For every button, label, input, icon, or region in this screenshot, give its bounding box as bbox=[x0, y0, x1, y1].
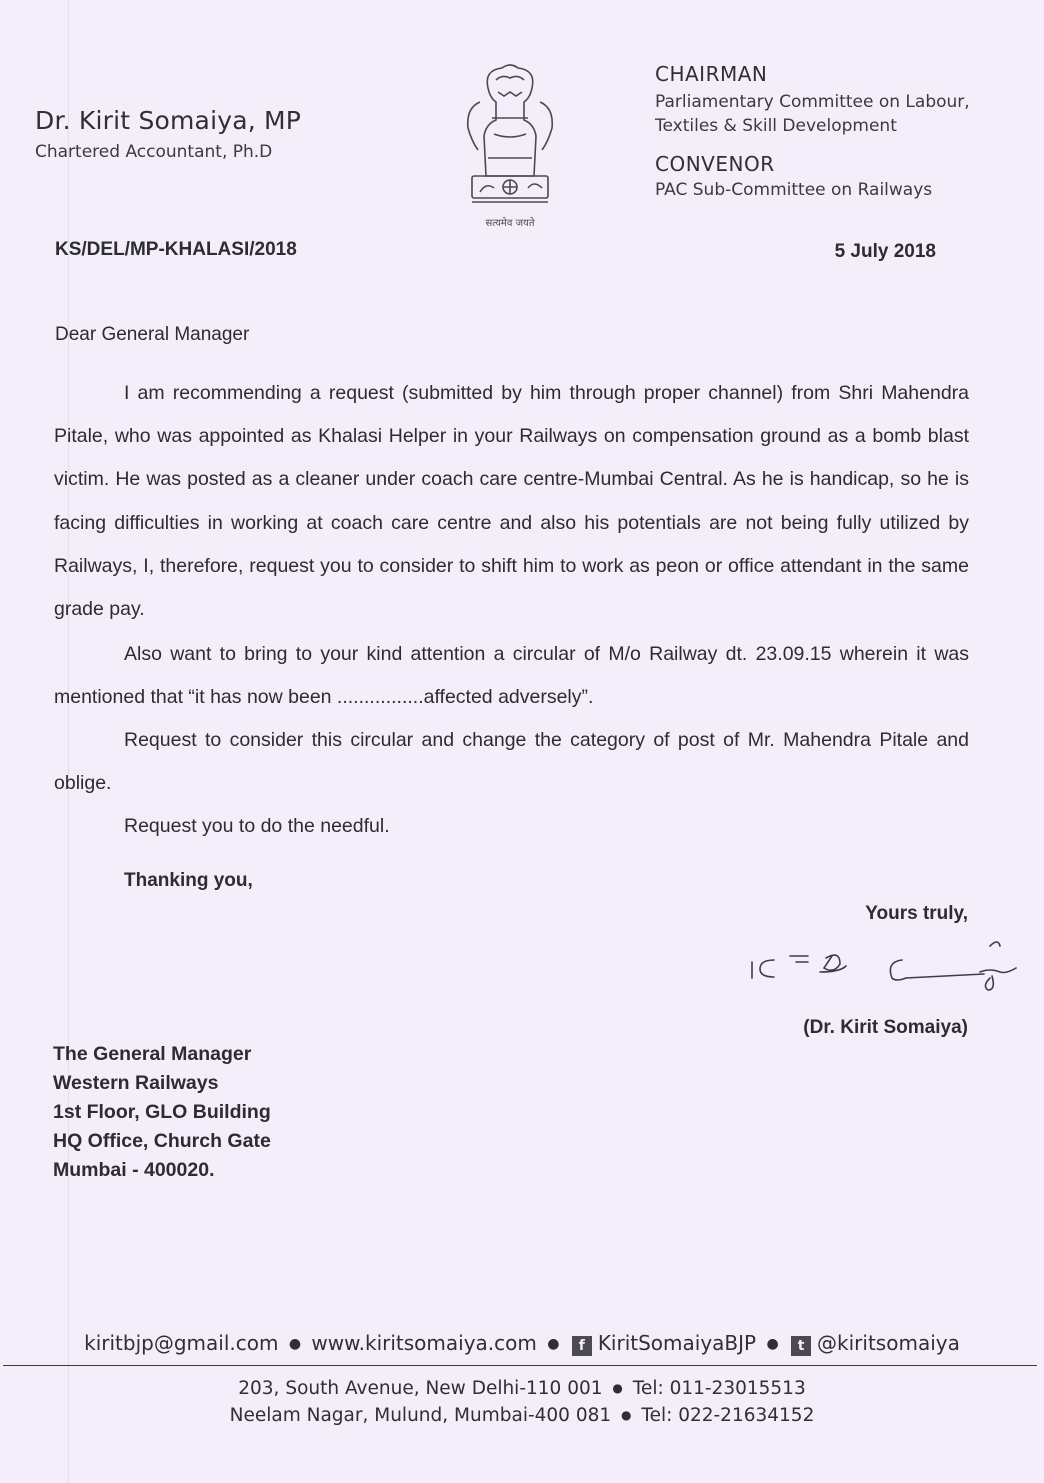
bullet-separator: ● bbox=[288, 1336, 302, 1352]
address-line: Western Railways bbox=[53, 1072, 219, 1094]
chairman-committee-line-2: Textiles & Skill Development bbox=[655, 116, 897, 136]
mumbai-telephone: Tel: 022-21634152 bbox=[641, 1405, 815, 1426]
convenor-title: CONVENOR bbox=[655, 152, 775, 176]
bullet-separator: ● bbox=[621, 1408, 632, 1422]
twitter-icon: t bbox=[791, 1336, 811, 1356]
address-line: HQ Office, Church Gate bbox=[53, 1130, 271, 1152]
recipient-address bbox=[53, 1040, 271, 1185]
footer-address-delhi bbox=[0, 1378, 1044, 1399]
address-line: Mumbai - 400020. bbox=[53, 1159, 215, 1181]
handwritten-signature bbox=[740, 936, 1030, 1006]
footer-website[interactable]: www.kiritsomaiya.com bbox=[311, 1331, 537, 1355]
closing-line: Thanking you, bbox=[124, 870, 253, 891]
bullet-separator: ● bbox=[547, 1336, 560, 1352]
footer-contacts bbox=[0, 1331, 1044, 1356]
facebook-icon: f bbox=[572, 1336, 592, 1356]
letter-date: 5 July 2018 bbox=[834, 241, 936, 262]
delhi-telephone: Tel: 011-23015513 bbox=[632, 1378, 806, 1399]
emblem-motto: सत्यमेव जयते bbox=[485, 218, 535, 229]
footer-twitter-handle[interactable]: @kiritsomaiya bbox=[817, 1331, 960, 1355]
address-line: 1st Floor, GLO Building bbox=[53, 1101, 271, 1123]
sender-qualification: Chartered Accountant, Ph.D bbox=[35, 142, 273, 162]
body-paragraph-3: Request to consider this circular and change the category of post of Mr. Mahendra Pitale and oblige. bbox=[54, 729, 969, 795]
footer-divider bbox=[3, 1365, 1037, 1366]
signatory-name: (Dr. Kirit Somaiya) bbox=[803, 1017, 968, 1038]
body-paragraph-4: Request you to do the needful. bbox=[124, 815, 390, 837]
body-paragraph-2: Also want to bring to your kind attention a circular of M/o Railway dt. 23.09.15 wherein it was mentioned that “it has now been ................affected adversely”. bbox=[54, 643, 969, 709]
footer-email[interactable]: kiritbjp@gmail.com bbox=[84, 1331, 279, 1355]
convenor-committee-line: PAC Sub-Committee on Railways bbox=[655, 180, 933, 200]
footer-facebook-handle[interactable]: KiritSomaiyaBJP bbox=[597, 1331, 757, 1355]
body-paragraph-1: I am recommending a request (submitted by him through proper channel) from Shri Mahendra Pitale, who was appointed as Khalasi Helper in your Railways on compensation ground as a bomb blast victim. He was posted as a cleaner under coach care centre-Mumbai Central. As he is handicap, so he is facing difficulties in working at coach care centre and also his potentials are not being fully utilized by Railways, I, therefore, request you to consider to shift him to work as peon or office attendant in the same grade pay. bbox=[54, 382, 969, 621]
valediction: Yours truly, bbox=[865, 903, 968, 924]
national-emblem-icon bbox=[458, 58, 562, 234]
letter-reference: KS/DEL/MP-KHALASI/2018 bbox=[55, 239, 297, 260]
chairman-title: CHAIRMAN bbox=[655, 62, 768, 86]
delhi-address: 203, South Avenue, New Delhi-110 001 bbox=[238, 1378, 603, 1399]
footer-address-mumbai bbox=[0, 1405, 1044, 1426]
bullet-separator: ● bbox=[612, 1381, 623, 1395]
bullet-separator: ● bbox=[766, 1336, 779, 1352]
mumbai-address: Neelam Nagar, Mulund, Mumbai-400 081 bbox=[229, 1405, 612, 1426]
sender-name: Dr. Kirit Somaiya, MP bbox=[35, 106, 302, 135]
chairman-committee-line-1: Parliamentary Committee on Labour, bbox=[655, 92, 970, 112]
salutation: Dear General Manager bbox=[55, 324, 250, 345]
address-line: The General Manager bbox=[53, 1043, 252, 1065]
